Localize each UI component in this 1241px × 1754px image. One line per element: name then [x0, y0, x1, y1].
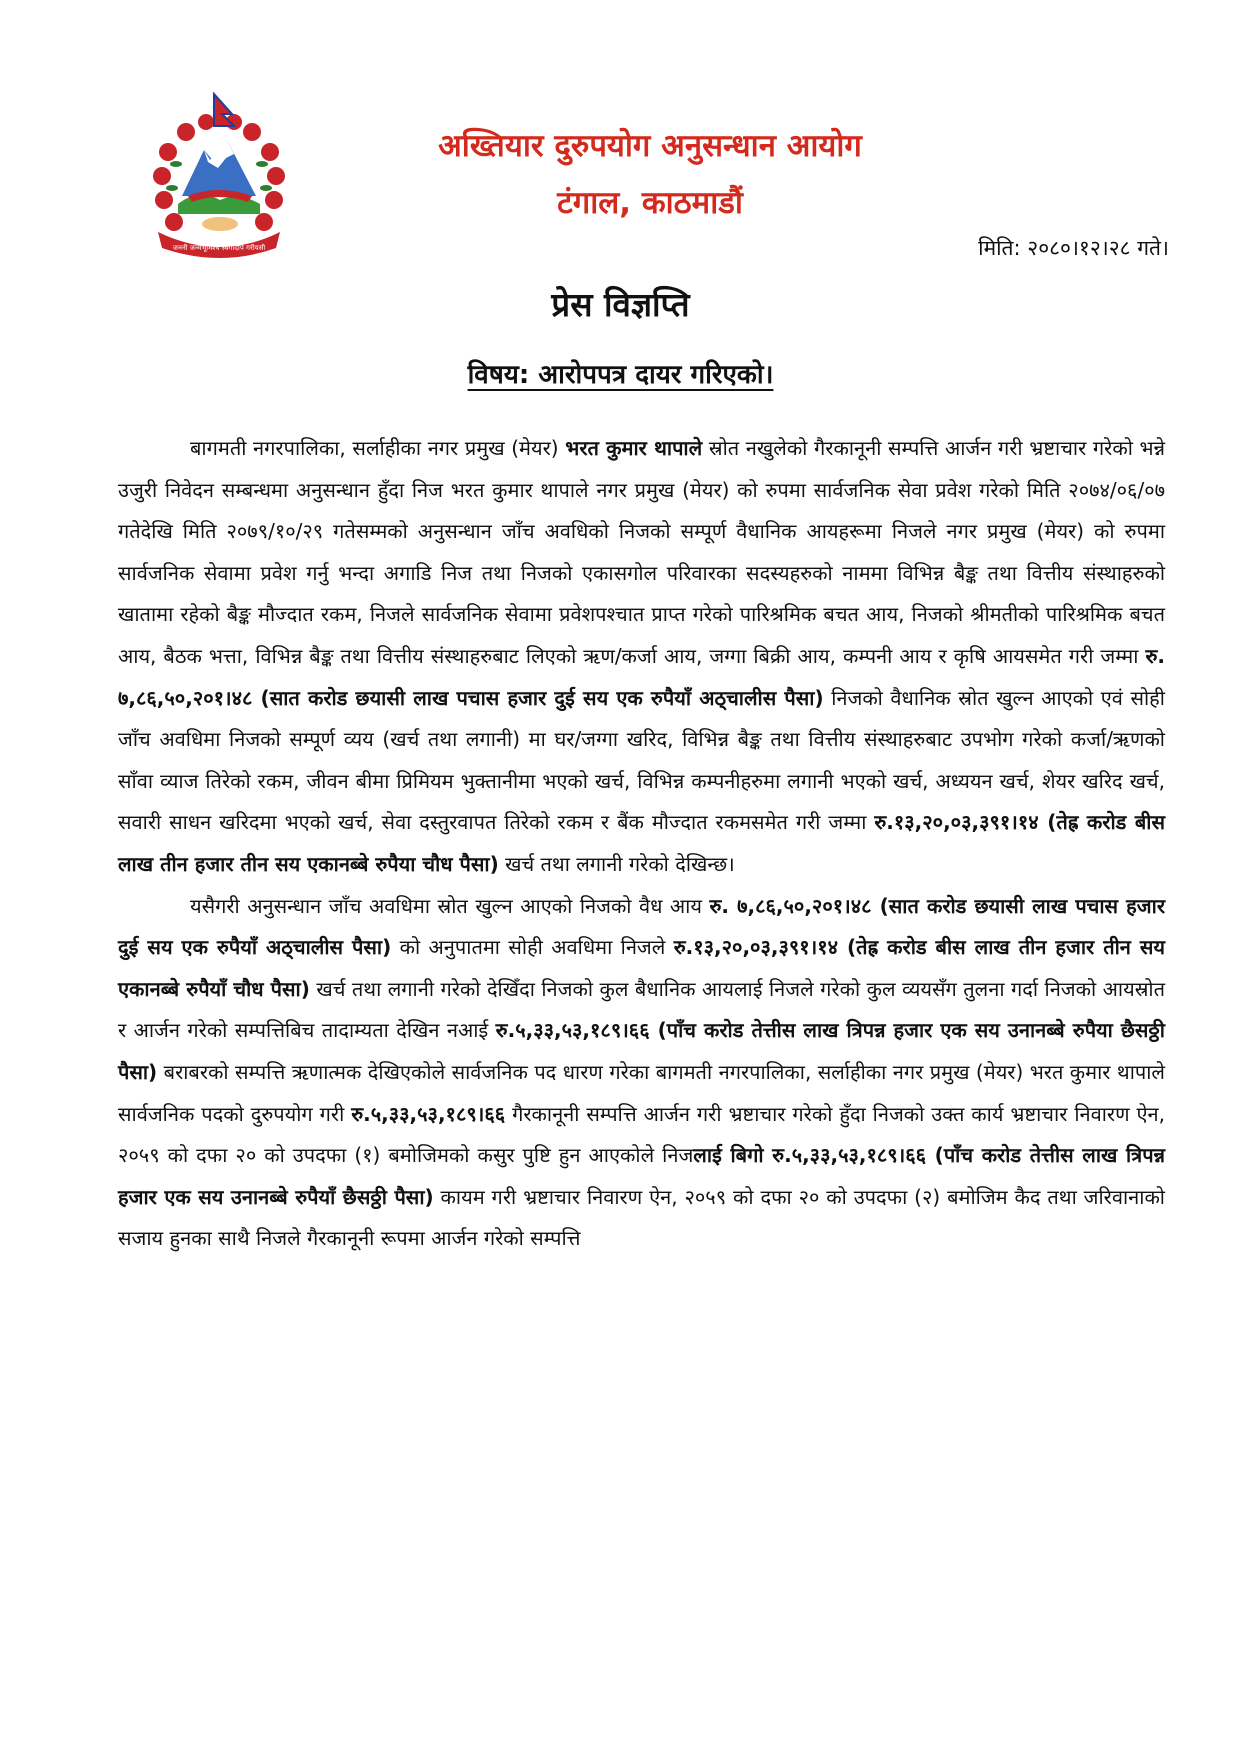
text-segment: कायम गरी भ्रष्टाचार निवारण ऐन, २०५९ को दफा २० को उपदफा (२) बमोजिम कैद तथा जरिवानाको सजाय हुनका साथै निजले गैरकानूनी रूपमा आर्जन गरेको सम्पत्ति	[118, 1184, 1165, 1251]
text-segment: बागमती नगरपालिका, सर्लाहीका नगर प्रमुख (मेयर)	[190, 436, 566, 460]
paragraph-1	[118, 428, 1165, 886]
document-title: प्रेस विज्ञप्ति	[551, 285, 690, 324]
bold-text-segment: लाई बिगो रु.५,३३,५३,१८९।६६ (पाँच करोड तेत्तीस लाख त्रिपन्न हजार एक सय उनानब्बे रुपैयाँ छैसठ्ठी पैसा)	[118, 1143, 1165, 1209]
bold-text-segment: भरत कुमार थापाले	[565, 436, 703, 460]
bold-text-segment: रु.१३,२०,०३,३९१।१४ (तेह्र करोड बीस लाख तीन हजार तीन सय एकानब्बे रुपैया चौध पैसा)	[118, 810, 1166, 876]
organization-name: अख्तियार दुरुपयोग अनुसन्धान आयोग	[438, 128, 862, 164]
bold-text-segment: रु.५,३३,५३,१८९।६६	[351, 1101, 506, 1126]
text-segment: गैरकानूनी सम्पत्ति आर्जन गरी भ्रष्टाचार गरेको हुँदा निजको उक्त कार्य भ्रष्टाचार निवारण ऐन, २०५९ को दफा २० को उपदफा (१) बमोजिमको कसुर पुष्टि हुन आएकोले निज	[118, 1101, 1165, 1168]
bold-text-segment: रु. ७,८६,५०,२०१।४८ (सात करोड छयासी लाख पचास हजार दुई सय एक रुपैयाँ अठ्चालीस पैसा)	[118, 893, 1166, 960]
document-body	[118, 428, 1165, 1260]
paragraph-2	[118, 886, 1165, 1260]
text-segment: को अनुपातमा सोही अवधिमा निजले	[391, 935, 674, 960]
bold-text-segment: रु. ७,८६,५०,२०१।४८ (सात करोड छयासी लाख पचास हजार दुई सय एक रुपैयाँ अठ्चालीस पैसा)	[118, 643, 1165, 710]
emblem-caption: जननी जन्मभूमिश्च स्वर्गादपि गरीयसी	[172, 244, 266, 252]
text-segment: बराबरको सम्पत्ति ऋणात्मक देखिएकोले सार्वजनिक पद धारण गरेका बागमती नगरपालिका, सर्लाहीका नगर प्रमुख (मेयर) भरत कुमार थापाले सार्वजनिक पदको दुरुपयोग गरी	[118, 1059, 1165, 1126]
text-segment: खर्च तथा लगानी गरेको देखिँदा निजको कुल बैधानिक आयलाई निजले गरेको कुल व्ययसँग तुलना गर्दा निजको आयस्रोत र आर्जन गरेको सम्पत्तिबिच तादाम्यता देखिन नआई	[118, 976, 1166, 1043]
document-subject: विषय: आरोपपत्र दायर गरिएको।	[467, 360, 774, 390]
text-segment: निजको वैधानिक स्रोत खुल्न आएको एवं सोही जाँच अवधिमा निजको सम्पूर्ण व्यय (खर्च तथा लगानी) मा घर/जग्गा खरिद, विभिन्न बैङ्क तथा वित्तीय संस्थाहरुबाट उपभोग गरेको कर्जा/ऋणको साँवा व्याज तिरेको रकम, जीवन बीमा प्रिमियम भुक्तानीमा भएको खर्च, विभिन्न कम्पनीहरुमा लगानी भएको खर्च, अध्ययन खर्च, शेयर खरिद खर्च, सवारी साधन खरिदमा भएको खर्च, सेवा दस्तुरवापत तिरेको रकम र बैंक मौज्दात रकमसमेत गरी जम्मा	[118, 685, 1165, 835]
organization-address: टंगाल, काठमाडौं	[557, 185, 743, 221]
text-segment: स्रोत नखुलेको गैरकानूनी सम्पत्ति आर्जन गरी भ्रष्टाचार गरेको भन्ने उजुरी निवेदन सम्बन्धमा अनुसन्धान हुँदा निज भरत कुमार थापाले नगर प्रमुख (मेयर) को रुपमा सार्वजनिक सेवा प्रवेश गरेको मिति २०७४/०६/०७ गतेदेखि मिति २०७९/१०/२९ गतेसम्मको अनुसन्धान जाँच अवधिको निजको सम्पूर्ण वैधानिक आयहरूमा निजले नगर प्रमुख (मेयर) को रुपमा सार्वजनिक सेवामा प्रवेश गर्नु भन्दा अगाडि निज तथा निजको एकासगोल परिवारका सदस्यहरुको नाममा विभिन्न बैङ्क तथा वित्तीय संस्थाहरुको खातामा रहेको बैङ्क मौज्दात रकम, निजले सार्वजनिक सेवामा प्रवेशपश्चात प्राप्त गरेको पारिश्रमिक बचत आय, निजको श्रीमतीको पारिश्रमिक बचत आय, बैठक भत्ता, विभिन्न बैङ्क तथा वित्तीय संस्थाहरुबाट लिएको ऋण/कर्जा आय, जग्गा बिक्री आय, कम्पनी आय र कृषि आयसमेत गरी जम्मा	[118, 436, 1166, 668]
bold-text-segment: रु.५,३३,५३,१८९।६६ (पाँच करोड तेत्तीस लाख त्रिपन्न हजार एक सय उनानब्बे रुपैया छैसठ्ठी पैसा)	[118, 1018, 1165, 1084]
nepal-emblem-icon	[148, 92, 290, 262]
document-date: मिति: २०८०।१२।२८ गते।	[978, 236, 1169, 260]
bold-text-segment: रु.१३,२०,०३,३९१।१४ (तेह्र करोड बीस लाख तीन हजार तीन सय एकानब्बे रुपैयाँ चौध पैसा)	[118, 935, 1165, 1001]
text-segment: खर्च तथा लगानी गरेको देखिन्छ।	[498, 851, 735, 876]
text-segment: यसैगरी अनुसन्धान जाँच अवधिमा स्रोत खुल्न आएको निजको वैध आय	[190, 893, 710, 918]
